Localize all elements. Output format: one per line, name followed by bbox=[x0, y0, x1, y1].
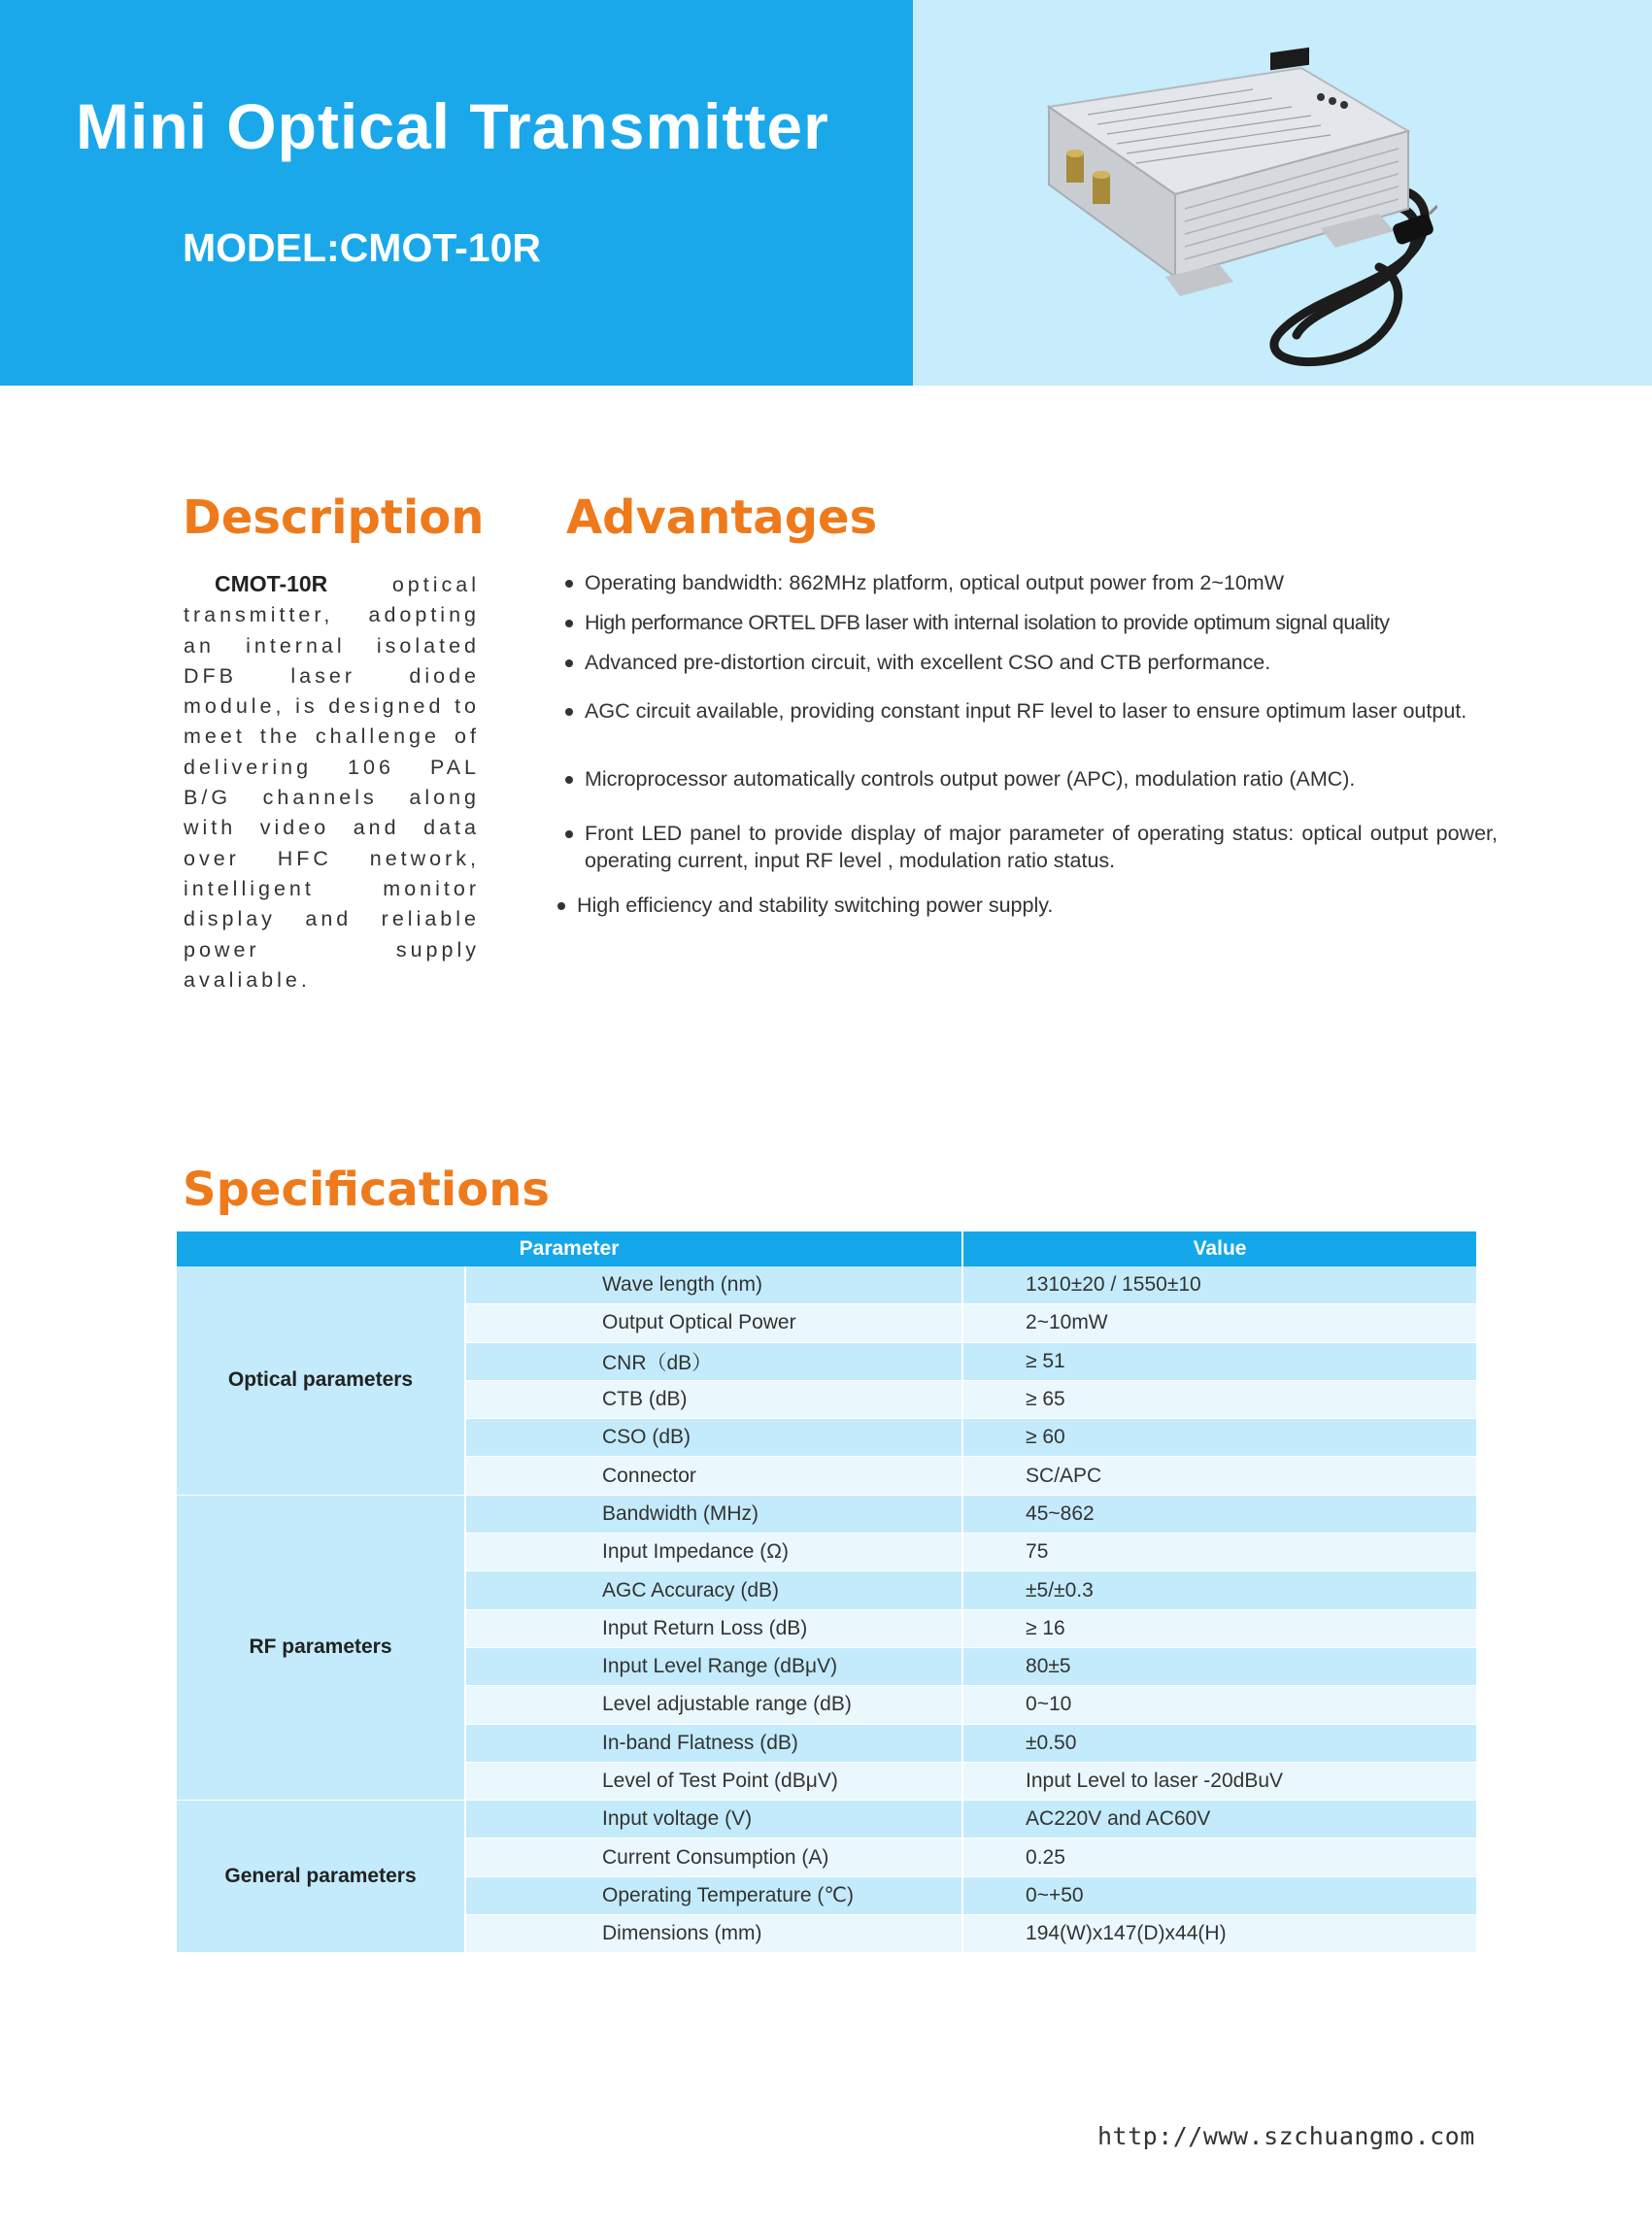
bullet-icon bbox=[565, 580, 573, 588]
value-cell: 194(W)x147(D)x44(H) bbox=[962, 1915, 1476, 1953]
param-cell: Wave length (nm) bbox=[465, 1266, 962, 1304]
value-cell: 45~862 bbox=[962, 1495, 1476, 1533]
value-column-header: Value bbox=[962, 1231, 1476, 1266]
table-row bbox=[177, 1801, 1476, 1838]
group-label: RF parameters bbox=[177, 1495, 465, 1800]
advantage-item: High efficiency and stability switching power supply. bbox=[556, 892, 1490, 919]
bullet-icon bbox=[565, 776, 573, 784]
value-cell: SC/APC bbox=[962, 1457, 1476, 1495]
value-cell: 75 bbox=[962, 1534, 1476, 1571]
param-cell: CSO (dB) bbox=[465, 1419, 962, 1457]
description-lead: CMOT-10R bbox=[215, 571, 328, 596]
bullet-icon bbox=[565, 620, 573, 627]
value-cell: 0~+50 bbox=[962, 1876, 1476, 1914]
param-cell: Current Consumption (A) bbox=[465, 1838, 962, 1876]
param-cell: Connector bbox=[465, 1457, 962, 1495]
value-cell: ≥ 16 bbox=[962, 1609, 1476, 1647]
value-cell: Input Level to laser -20dBuV bbox=[962, 1762, 1476, 1800]
header-banner bbox=[0, 0, 913, 386]
specifications-heading: Specifications bbox=[183, 1163, 550, 1217]
param-cell: Dimensions (mm) bbox=[465, 1915, 962, 1953]
product-image bbox=[1010, 39, 1437, 374]
advantage-item: AGC circuit available, providing constant input RF level to laser to ensure optimum laser output. bbox=[563, 697, 1498, 725]
table-row bbox=[177, 1266, 1476, 1304]
bullet-icon bbox=[565, 659, 573, 667]
param-cell: Input Return Loss (dB) bbox=[465, 1609, 962, 1647]
advantage-item: Advanced pre-distortion circuit, with excellent CSO and CTB performance. bbox=[563, 649, 1498, 676]
bullet-icon bbox=[565, 830, 573, 838]
table-row bbox=[177, 1495, 1476, 1533]
param-cell: CNR（dB） bbox=[465, 1342, 962, 1380]
param-cell: Output Optical Power bbox=[465, 1304, 962, 1342]
value-cell: 2~10mW bbox=[962, 1304, 1476, 1342]
value-cell: 0~10 bbox=[962, 1686, 1476, 1724]
param-cell: Level of Test Point (dBμV) bbox=[465, 1762, 962, 1800]
param-cell: Operating Temperature (℃) bbox=[465, 1876, 962, 1914]
model-number: MODEL:CMOT-10R bbox=[183, 225, 541, 270]
website-link[interactable]: http://www.szchuangmo.com bbox=[1097, 2122, 1475, 2150]
advantage-item: High performance ORTEL DFB laser with internal isolation to provide optimum signal quality bbox=[563, 609, 1498, 636]
group-label: Optical parameters bbox=[177, 1266, 465, 1495]
param-cell: Input voltage (V) bbox=[465, 1801, 962, 1838]
value-cell: ±5/±0.3 bbox=[962, 1571, 1476, 1609]
advantage-item: Operating bandwidth: 862MHz platform, optical output power from 2~10mW bbox=[563, 569, 1498, 596]
value-cell: AC220V and AC60V bbox=[962, 1801, 1476, 1838]
advantage-item: Front LED panel to provide display of major parameter of operating status: optical output power, operating current, input RF level , modulation ratio status. bbox=[563, 820, 1498, 874]
param-cell: CTB (dB) bbox=[465, 1380, 962, 1418]
specifications-table bbox=[177, 1231, 1476, 1953]
advantages-heading: Advantages bbox=[566, 490, 878, 545]
value-cell: ±0.50 bbox=[962, 1724, 1476, 1762]
value-cell: ≥ 65 bbox=[962, 1380, 1476, 1418]
advantage-item: Microprocessor automatically controls output power (APC), modulation ratio (AMC). bbox=[563, 765, 1498, 793]
param-cell: Bandwidth (MHz) bbox=[465, 1495, 962, 1533]
description-heading: Description bbox=[183, 490, 485, 545]
bullet-icon bbox=[565, 708, 573, 716]
description-body: optical transmitter, adopting an internal isolated DFB laser diode module, is designed to meet the challenge of delivering 106 PAL B/G channels along with video and data over HFC network, intelligent monitor display and reliable power supply avaliable. bbox=[184, 573, 480, 992]
param-cell: Input Impedance (Ω) bbox=[465, 1534, 962, 1571]
param-cell: In-band Flatness (dB) bbox=[465, 1724, 962, 1762]
value-cell: 1310±20 / 1550±10 bbox=[962, 1266, 1476, 1304]
param-cell: AGC Accuracy (dB) bbox=[465, 1571, 962, 1609]
value-cell: 80±5 bbox=[962, 1647, 1476, 1685]
page-title: Mini Optical Transmitter bbox=[76, 90, 829, 162]
bullet-icon bbox=[557, 902, 565, 910]
table-header-row bbox=[177, 1231, 1476, 1266]
group-label: General parameters bbox=[177, 1801, 465, 1953]
value-cell: 0.25 bbox=[962, 1838, 1476, 1876]
value-cell: ≥ 51 bbox=[962, 1342, 1476, 1380]
parameter-column-header: Parameter bbox=[177, 1231, 962, 1266]
param-cell: Level adjustable range (dB) bbox=[465, 1686, 962, 1724]
param-cell: Input Level Range (dBμV) bbox=[465, 1647, 962, 1685]
description-text bbox=[184, 569, 480, 995]
value-cell: ≥ 60 bbox=[962, 1419, 1476, 1457]
